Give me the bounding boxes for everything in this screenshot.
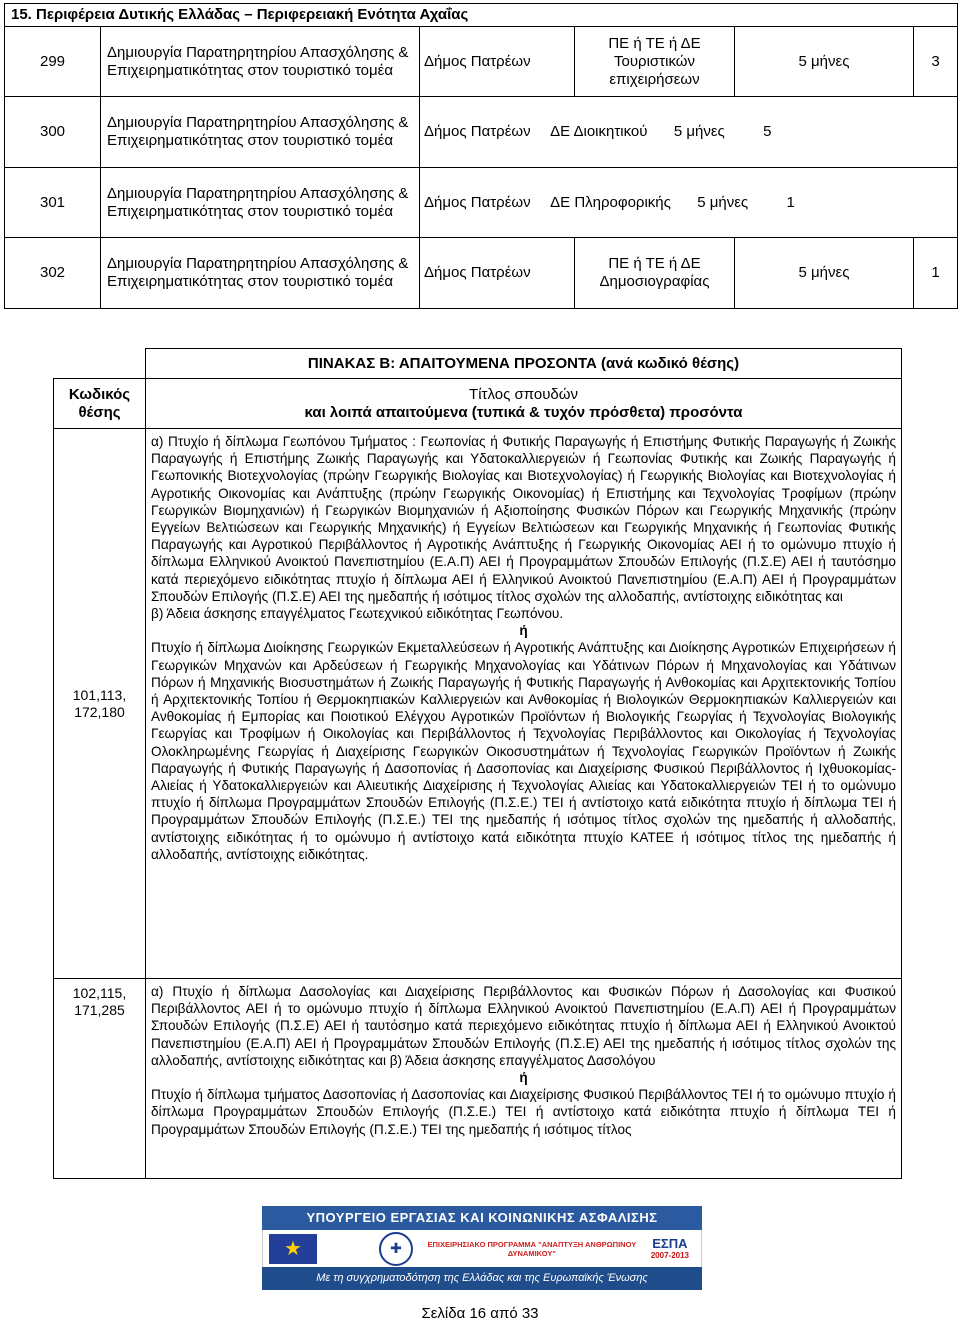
position-codes: 102,115, 171,285: [54, 979, 146, 1179]
position-specialty: ΠΕ ή ΤΕ ή ΔΕ Δημοσιογραφίας: [575, 238, 735, 309]
page-number: Σελίδα 16 από 33: [421, 1305, 539, 1322]
position-description: Δημιουργία Παρατηρητηρίου Απασχόλησης & Επιχειρηματικότητας στον τουριστικό τομέα: [101, 168, 420, 238]
column-header-title-line1: Τίτλος σπουδών: [469, 385, 578, 403]
position-count: 1: [914, 238, 958, 309]
table-b-title: ΠΙΝΑΚΑΣ Β: ΑΠΑΙΤΟΥΜΕΝΑ ΠΡΟΣΟΝΤΑ (ανά κωδικό θέσης): [146, 349, 902, 379]
position-description: Δημιουργία Παρατηρητηρίου Απασχόλησης & Επιχειρηματικότητας στον τουριστικό τομέα: [101, 238, 420, 309]
position-specialty: ΔΕ Πληροφορικής: [550, 193, 671, 211]
region-title: 15. Περιφέρεια Δυτικής Ελλάδας – Περιφερειακή Ενότητα Αχαΐας: [5, 4, 958, 27]
position-details: [420, 97, 958, 168]
cofund-text: Με τη συγχρηματοδότηση της Ελλάδας και της Ευρωπαϊκής Ένωσης: [262, 1267, 702, 1290]
qualifications-table: [53, 348, 902, 1179]
position-duration: 5 μήνες: [697, 193, 749, 211]
table-row: [54, 429, 902, 979]
position-body: Δήμος Πατρέων: [420, 238, 575, 309]
espa-years: 2007-2013: [650, 1251, 689, 1260]
qualification-text: [146, 979, 902, 1179]
position-code: 299: [5, 27, 101, 97]
espa-name: ΕΣΠΑ: [652, 1236, 688, 1251]
table-row: [5, 27, 958, 97]
position-codes: 101,113, 172,180: [54, 429, 146, 979]
qualification-text: [146, 429, 902, 979]
qualification-alternative: Πτυχίο ή δίπλωμα Διοίκησης Γεωργικών Εκμεταλλεύσεων ή Αγροτικής Ανάπτυξης και Διοίκησης Αγροτικών Επιχειρήσεων ή Γεωργικών Μηχανών και Αρδεύσεων ή Γεωργικής Μηχανολογίας και Υδάτινων Πόρων ή Μηχανολογίας και Υδάτινων Πόρων ή Μηχανικής Βιοσυστημάτων ή Ζωικής Παραγωγής ή Φυτικής Παραγωγής ή Ανθοκομίας και Αρχιτεκτονικής Τοπίου ή Αρχιτεκτονικής Τοπίου ή Θερμοκηπιακών Καλλιεργειών και Ανθοκομίας ή Βιολογικών Θερμοκηπιακών Καλλιεργειών και Ανθοκομίας ή Εμπορίας και Ποιοτικού Ελέγχου Αγροτικών Προϊόντων ή Βιολογικής Γεωργίας ή Τεχνολογίας Βιολογικής Γεωργίας και Τροφίμων ή Οικολογίας και Περιβάλλοντος ή Τεχνολογίας Περιβάλλοντος και Οικολογίας ή Τεχνολογίας Ολοκληρωμένης Γεωργίας ή Διαχείρισης Γεωργικών Οικοσυστημάτων ή Τεχνολογίας Γεωργικών Προϊόντων ή Ζωικής Παραγωγής ή Φυτικής Παραγωγής ή Δασοπονίας ή Δασοπονίας και Διαχείρισης Φυσικού Περιβάλλοντος ή Ιχθυοκομίας-Αλιείας ή Υδατοκαλλιεργειών και Αλιευτικής Διαχείρισης ή Τεχνολογίας Αλιείας και Υδατοκαλλιεργειών ΤΕΙ ή το ομώνυμο πτυχίο ή δίπλωμα Προγραμμάτων Σπουδών Επιλογής (Π.Σ.Ε.) ΤΕΙ ή αντίστοιχο κατά ειδικότητα πτυχίο ή δίπλωμα ΤΕΙ ή Προγραμμάτων Σπουδών Επιλογής (Π.Σ.Ε.) ΤΕΙ της ημεδαπής ή ισότιμος τίτλος σχολών της ημεδαπής ή αλλοδαπής, αντίστοιχης ειδικότητας ή το ομώνυμο ή αντίστοιχο κατά ειδικότητα πτυχίο ΚΑΤΕΕ ή ισότιμος τίτλος της ημεδαπής ή αλλοδαπής, αντίστοιχης ειδικότητας.: [151, 640, 896, 862]
column-header-code: Κωδικός θέσης: [54, 379, 146, 429]
position-details: [420, 168, 958, 238]
logos-strip: [262, 1230, 702, 1267]
ministry-name: ΥΠΟΥΡΓΕΙΟ ΕΡΓΑΣΙΑΣ ΚΑΙ ΚΟΙΝΩΝΙΚΗΣ ΑΣΦΑΛΙΣΗΣ: [262, 1206, 702, 1230]
qualification-part-a: α) Πτυχίο ή δίπλωμα Γεωπόνου Τμήματος : Γεωπονίας ή Φυτικής Παραγωγής ή Επιστήμης Φυτικής Παραγωγής ή Ζωικής Παραγωγής ή Επιστήμης Ζωικής Παραγωγής και Υδατοκαλλιεργειών ή Γεωπονίας Φυτικής και Ζωικής Παραγωγής ή Γεωπονικής Βιοτεχνολογίας (πρώην Γεωργικής Βιολογίας και Βιοτεχνολογίας) ή Γεωργικής Βιολογίας και Βιοτεχνολογίας ή Αγροτικής Οικονομίας και Ανάπτυξης (πρώην Γεωργικής Οικονομίας) ή Επιστήμης και Τεχνολογίας Τροφίμων (πρώην Γεωργικών Βιομηχανιών) ή Γεωργικών Βιομηχανιών ή Αξιοποίησης Φυσικών Πόρων και Γεωργικής Μηχανικής (πρώην Εγγείων Βελτιώσεων και Γεωργικής Μηχανικής) ή Εγγείων Βελτιώσεων και Γεωργικής Μηχανικής ή Γεωπονίας Φυτικής Παραγωγής και Αγροτικού Περιβάλλοντος ή Αγροτικής Ανάπτυξης ή Γεωργικής Οικονομίας ΑΕΙ ή το ομώνυμο πτυχίο ή δίπλωμα Ελληνικού Ανοικτού Πανεπιστημίου (Ε.Α.Π) ΑΕΙ ή Προγραμμάτων Σπουδών Επιλογής (Π.Σ.Ε) ΑΕΙ ή ταυτόσημο κατά περιεχόμενο ειδικότητας πτυχίο ή δίπλωμα ΑΕΙ ή Ελληνικού Ανοικτού Πανεπιστημίου (Ε.Α.Π) ΑΕΙ ή Προγραμμάτων Σπουδών Επιλογής (Π.Σ.Ε) ΑΕΙ της ημεδαπής ή ισότιμος τίτλος σχολών της αλλοδαπής, αντίστοιχης ειδικότητας και: [151, 434, 896, 604]
or-separator: ή: [519, 623, 528, 639]
position-description: Δημιουργία Παρατηρητηρίου Απασχόλησης & Επιχειρηματικότητας στον τουριστικό τομέα: [101, 97, 420, 168]
position-description: Δημιουργία Παρατηρητηρίου Απασχόλησης & Επιχειρηματικότητας στον τουριστικό τομέα: [101, 27, 420, 97]
position-duration: 5 μήνες: [735, 238, 914, 309]
position-code: 301: [5, 168, 101, 238]
qualification-alternative: Πτυχίο ή δίπλωμα τμήματος Δασοπονίας ή Δασοπονίας και Διαχείρισης Φυσικού Περιβάλλοντος ΤΕΙ ή το ομώνυμο πτυχίο ή δίπλωμα Προγραμμάτων Σπουδών Επιλογής (Π.Σ.Ε.) ΤΕΙ ή αντίστοιχο κατά ειδικότητα πτυχίο ή δίπλωμα ΤΕΙ ή Προγραμμάτων Σπουδών Επιλογής (Π.Σ.Ε.) ΤΕΙ της ημεδαπής ή ισότιμος τίτλος: [151, 1087, 896, 1137]
position-count: 5: [763, 123, 772, 140]
column-header-title-line2: και λοιπά απαιτούμενα (τυπικά & τυχόν πρόσθετα) προσόντα: [304, 403, 743, 421]
eu-flag-icon: ★: [269, 1234, 317, 1264]
qualification-part-b: β) Άδεια άσκησης επαγγέλματος Γεωτεχνικού ειδικότητας Γεωπόνου.: [151, 606, 564, 622]
positions-table: [4, 3, 958, 309]
table-row: [5, 168, 958, 238]
position-duration: 5 μήνες: [673, 123, 725, 140]
greek-emblem-icon: ✚: [379, 1232, 413, 1266]
position-count: 3: [914, 27, 958, 97]
position-body: Δήμος Πατρέων: [424, 193, 531, 211]
column-header-title: [146, 379, 902, 429]
position-specialty: ΠΕ ή ΤΕ ή ΔΕ Τουριστικών επιχειρήσεων: [575, 27, 735, 97]
table-row: [54, 979, 902, 1179]
table-row: [5, 97, 958, 168]
position-body: Δήμος Πατρέων: [420, 27, 575, 97]
position-code: 300: [5, 97, 101, 168]
espa-logo: [651, 1237, 689, 1260]
position-count: 1: [786, 193, 795, 211]
qualification-part-a: α) Πτυχίο ή δίπλωμα Δασολογίας και Διαχείρισης Περιβάλλοντος και Φυσικών Πόρων ή Δασολογίας και Φυσικού Περιβάλλοντος ΑΕΙ ή το ομώνυμο πτυχίο ή δίπλωμα Ελληνικού Ανοικτού Πανεπιστημίου (Ε.Α.Π) ΑΕΙ ή Προγραμμάτων Σπουδών Επιλογής (Π.Σ.Ε) ΑΕΙ ή ταυτόσημο κατά περιεχόμενο ειδικότητας πτυχίο ή δίπλωμα ΑΕΙ ή Ελληνικού Ανοικτού Πανεπιστημίου (Ε.Α.Π) ΑΕΙ ή Προγραμμάτων Σπουδών Επιλογής (Π.Σ.Ε) ΑΕΙ της ημεδαπής ή ισότιμος τίτλος σχολών της αλλοδαπής, αντίστοιχης ειδικότητας και β) Άδεια άσκησης επαγγέλματος Δασολόγου: [151, 984, 896, 1068]
position-code: 302: [5, 238, 101, 309]
position-duration: 5 μήνες: [735, 27, 914, 97]
program-name: ΕΠΙΧΕΙΡΗΣΙΑΚΟ ΠΡΟΓΡΑΜΜΑ "ΑΝΑΠΤΥΞΗ ΑΝΘΡΩΠΙΝΟΥ ΔΥΝΑΜΙΚΟΥ": [427, 1239, 637, 1258]
table-row: [5, 238, 958, 309]
region-title-row: [5, 4, 958, 27]
position-specialty: ΔΕ Διοικητικού: [550, 123, 648, 140]
position-body: Δήμος Πατρέων: [424, 123, 531, 140]
funding-banner: [262, 1206, 702, 1290]
or-separator: ή: [519, 1070, 528, 1086]
